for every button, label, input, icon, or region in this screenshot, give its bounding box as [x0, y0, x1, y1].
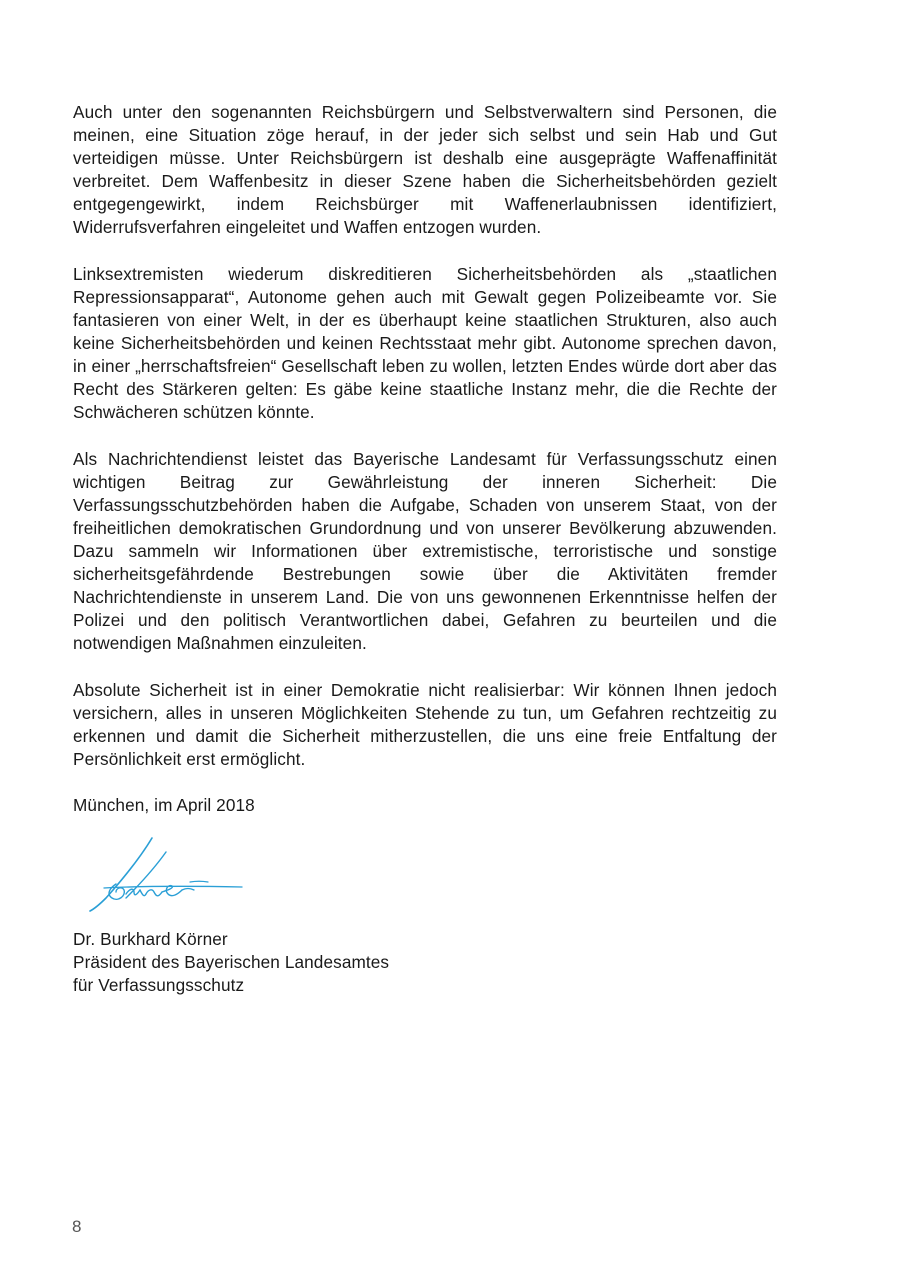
place-date: München, im April 2018 — [73, 795, 255, 815]
paragraph-linksextremisten: Linksextremisten wiederum diskreditieren Sicherheitsbehörden als „staatlichen Repressionsapparat“, Autonome gehen auch mit Gewalt gegen Polizeibeamte vor. Sie fantasieren von einer Welt, in der es überhaupt keine staatlichen Strukturen, also auch keine Sicherheitsbehörden und keinen Rechtsstaat mehr gibt. Autonome sprechen davon, in einer „herrschaftsfreien“ Gesellschaft leben zu wollen, letzten Endes würde dort aber das Recht des Stärkeren gelten: Es gäbe keine staatliche Instanz mehr, die die Rechte der Schwächeren schützen könnte. — [73, 264, 777, 422]
signatory-title-line2: für Verfassungsschutz — [73, 975, 245, 995]
page-number: 8 — [72, 1217, 82, 1236]
signatory-block — [73, 928, 389, 997]
signatory-title-line1: Präsident des Bayerischen Landesamtes — [73, 952, 390, 972]
paragraph-absolute-sicherheit: Absolute Sicherheit ist in einer Demokratie nicht realisierbar: Wir können Ihnen jedoch versichern, alles in unseren Möglichkeiten Stehende zu tun, um Gefahren rechtzeitig zu erkennen und damit die Sicherheit mitherzustellen, die uns eine freie Entfaltung der Persönlichkeit erst ermöglicht. — [73, 680, 777, 769]
signatory-name: Dr. Burkhard Körner — [73, 929, 228, 949]
handwritten-signature — [82, 832, 248, 916]
paragraph-nachrichtendienst: Als Nachrichtendienst leistet das Bayerische Landesamt für Verfassungsschutz einen wichtigen Beitrag zur Gewährleistung der inneren Sicherheit: Die Verfassungsschutzbehörden haben die Aufgabe, Schaden von unserem Staat, von der freiheitlichen demokratischen Grundordnung und von unserer Bevölkerung abzuwenden. Dazu sammeln wir Informationen über extremistische, terroristische und sonstige sicherheitsgefährdende Bestrebungen sowie über die Aktivitäten fremder Nachrichtendienste in unserem Land. Die von uns gewonnenen Erkenntnisse helfen der Polizei und den politisch Verantwortlichen dabei, Gefahren zu beurteilen und die notwendigen Maßnahmen einzuleiten. — [73, 449, 777, 653]
paragraph-reichsbuerger: Auch unter den sogenannten Reichsbürgern und Selbstverwaltern sind Personen, die meinen, eine Situation zöge herauf, in der jeder sich selbst und sein Hab und Gut verteidigen müsse. Unter Reichsbürgern ist deshalb eine ausgeprägte Waffenaffinität verbreitet. Dem Waffenbesitz in dieser Szene haben die Sicherheitsbehörden gezielt entgegengewirkt, indem Reichsbürger mit Waffenerlaubnissen identifiziert, Widerrufsverfahren eingeleitet und Waffen entzogen wurden. — [73, 102, 777, 237]
